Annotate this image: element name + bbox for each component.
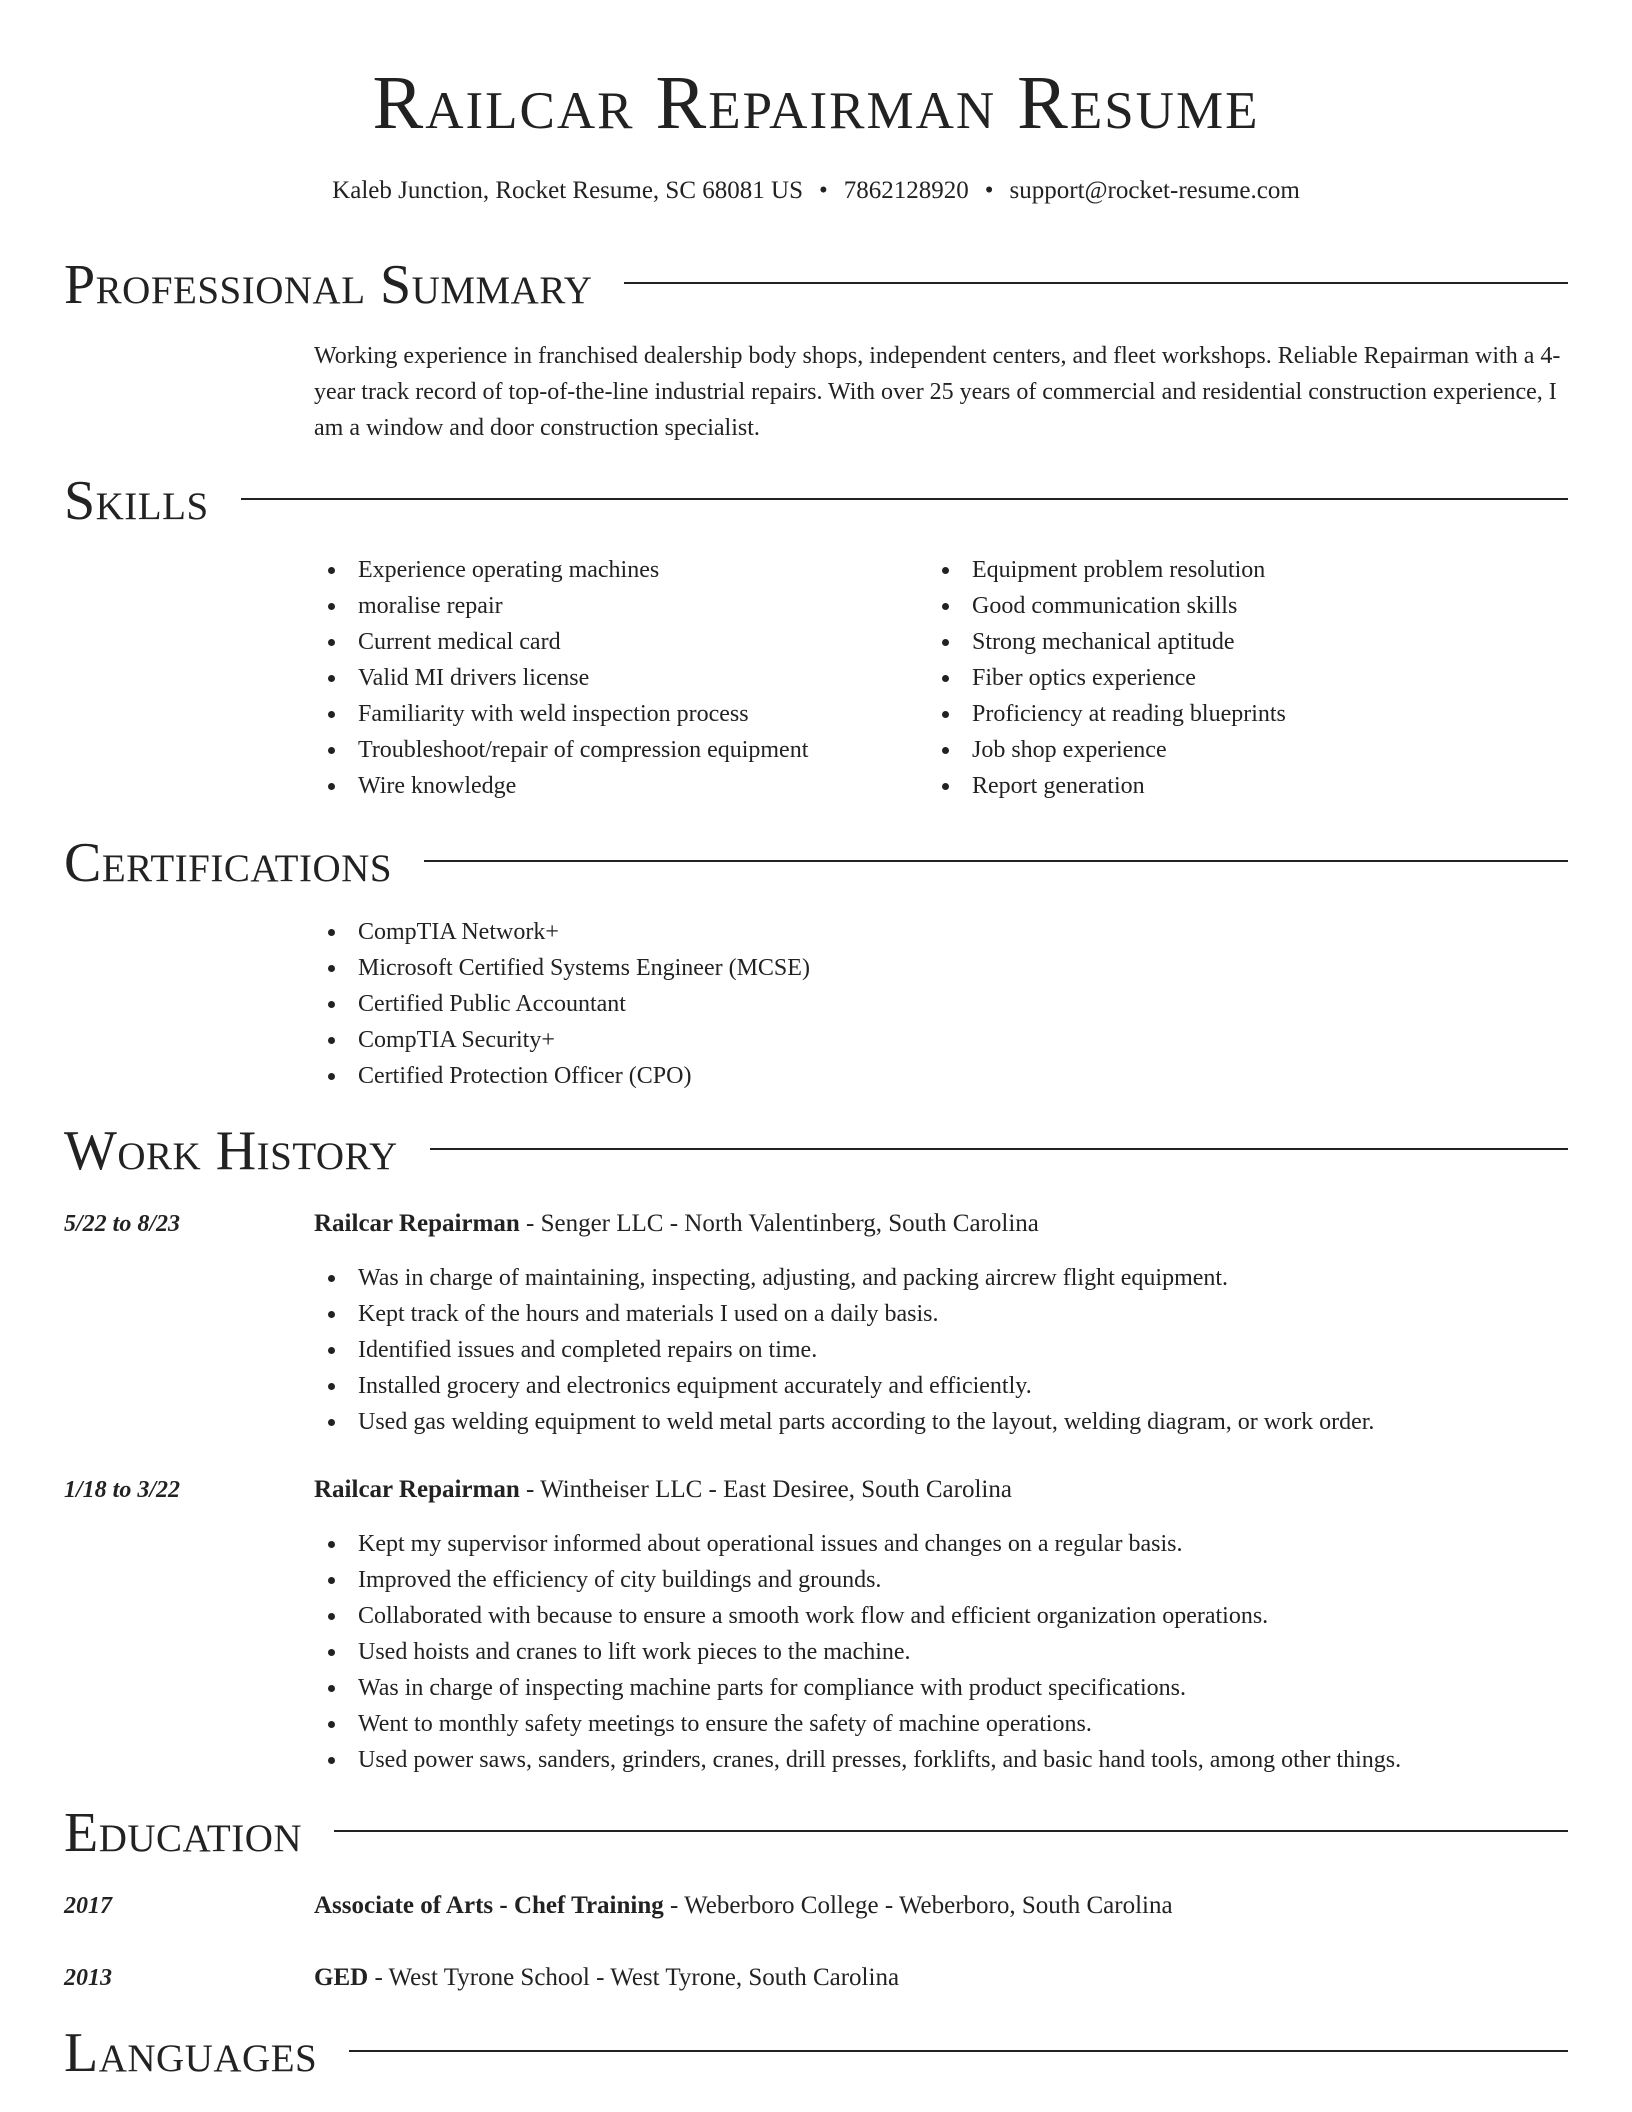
job-employer: - Wintheiser LLC - East Desiree, South Carolina [519,1476,1012,1503]
job-bullets [314,1260,1570,1440]
job-title: Railcar Repairman [314,1210,520,1237]
section-title: Work History [64,1120,398,1182]
education-degree: GED [314,1964,369,1991]
education-school: - West Tyrone School - West Tyrone, South Carolina [368,1964,900,1991]
certification-item: Certified Public Accountant [314,986,1570,1022]
contact-phone: 7862128920 [843,177,969,204]
skill-item: Current medical card [314,624,914,660]
section-divider [624,282,1568,284]
job-heading [314,1472,1570,1508]
job-bullet: Collaborated with because to ensure a smooth work flow and efficient organization operations. [314,1598,1570,1634]
skill-item: Wire knowledge [314,768,914,804]
section-divider [424,860,1568,862]
languages-section-header [64,2018,1568,2088]
skill-item: Troubleshoot/repair of compression equipment [314,732,914,768]
skills-column-right [928,552,1568,804]
contact-separator: • [984,177,994,204]
job-bullet: Used power saws, sanders, grinders, cranes, drill presses, forklifts, and basic hand tools, among other things. [314,1742,1570,1778]
job-bullet: Installed grocery and electronics equipment accurately and efficiently. [314,1368,1570,1404]
certification-item: Certified Protection Officer (CPO) [314,1058,1570,1094]
section-title: Languages [64,2022,318,2084]
education-year: 2013 [64,1965,112,1991]
education-entry [314,1960,1570,1996]
section-title: Certifications [64,832,393,894]
education-entry [314,1888,1570,1924]
job-dates: 1/18 to 3/22 [64,1477,181,1503]
section-divider [349,2050,1568,2052]
job-bullet: Was in charge of maintaining, inspecting, adjusting, and packing aircrew flight equipment. [314,1260,1570,1296]
skill-item: Experience operating machines [314,552,914,588]
section-divider [334,1830,1568,1832]
contact-address: Kaleb Junction, Rocket Resume, SC 68081 US [332,177,803,204]
job-bullet: Used hoists and cranes to lift work pieces to the machine. [314,1634,1570,1670]
section-title: Education [64,1802,303,1864]
contact-email[interactable]: support@rocket-resume.com [1009,177,1300,204]
job-bullet: Improved the efficiency of city buildings and grounds. [314,1562,1570,1598]
skill-item: Proficiency at reading blueprints [928,696,1568,732]
job-bullet: Kept track of the hours and materials I used on a daily basis. [314,1296,1570,1332]
job-bullet: Identified issues and completed repairs on time. [314,1332,1570,1368]
job-bullet: Went to monthly safety meetings to ensure the safety of machine operations. [314,1706,1570,1742]
skill-item: moralise repair [314,588,914,624]
certification-item: CompTIA Network+ [314,914,1570,950]
certification-item: CompTIA Security+ [314,1022,1570,1058]
contact-line [0,174,1632,208]
certifications-list [314,914,1570,1094]
skill-item: Equipment problem resolution [928,552,1568,588]
skills-column-left [314,552,914,804]
skill-item: Report generation [928,768,1568,804]
education-school: - Weberboro College - Weberboro, South Carolina [663,1892,1173,1919]
skill-item: Strong mechanical aptitude [928,624,1568,660]
work-history-section-header [64,1116,1568,1186]
job-bullet: Was in charge of inspecting machine parts for compliance with product specifications. [314,1670,1570,1706]
section-title: Professional Summary [64,254,593,316]
skill-item: Job shop experience [928,732,1568,768]
resume-title: Railcar Repairman Resume [372,61,1260,145]
job-employer: - Senger LLC - North Valentinberg, South Carolina [519,1210,1039,1237]
job-bullet: Kept my supervisor informed about operational issues and changes on a regular basis. [314,1526,1570,1562]
job-bullets [314,1526,1570,1778]
job-heading [314,1206,1570,1242]
job-title: Railcar Repairman [314,1476,520,1503]
section-divider [241,498,1568,500]
summary-text: Working experience in franchised dealership body shops, independent centers, and fleet workshops. Reliable Repairman with a 4-year track record of top-of-the-line industrial repairs. With over 25 years of commercial and residential construction experience, I am a window and door construction specialist. [314,343,1561,441]
skill-item: Fiber optics experience [928,660,1568,696]
job-bullet: Used gas welding equipment to weld metal parts according to the layout, welding diagram, or work order. [314,1404,1570,1440]
education-year: 2017 [64,1893,112,1919]
section-divider [430,1148,1568,1150]
section-title: Skills [64,470,209,532]
skill-item: Good communication skills [928,588,1568,624]
skill-item: Valid MI drivers license [314,660,914,696]
certification-item: Microsoft Certified Systems Engineer (MCSE) [314,950,1570,986]
skill-item: Familiarity with weld inspection process [314,696,914,732]
job-dates: 5/22 to 8/23 [64,1211,181,1237]
education-degree: Associate of Arts - Chef Training [314,1892,664,1919]
contact-separator: • [818,177,828,204]
skills-section-header [64,466,1568,536]
certifications-section-header [64,828,1568,898]
education-section-header [64,1798,1568,1868]
summary-section-header [64,250,1568,320]
